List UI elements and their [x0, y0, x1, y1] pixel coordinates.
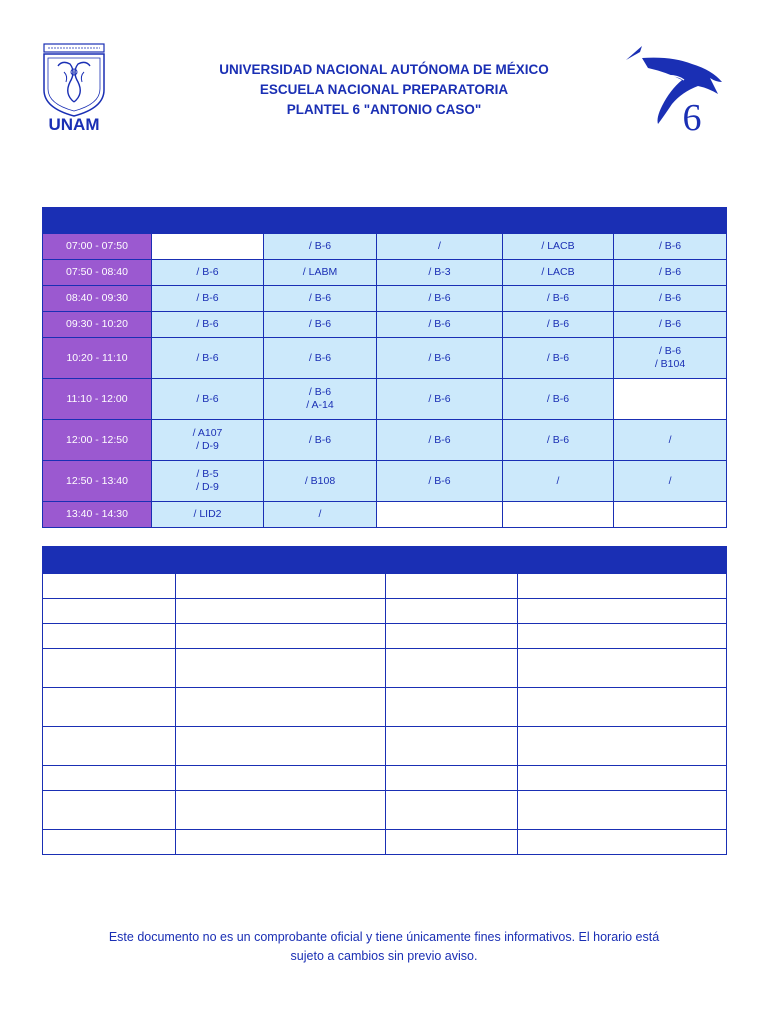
empty-cell — [152, 234, 264, 260]
schedule-table — [42, 207, 727, 528]
unam-shield-icon — [40, 42, 108, 134]
class-cell — [152, 461, 264, 502]
subject-cell — [386, 791, 518, 830]
class-cell — [377, 338, 503, 379]
subject-cell — [176, 727, 386, 766]
classroom-label: / LABM — [302, 266, 338, 278]
subject-row — [43, 727, 727, 766]
header-line-campus: PLANTEL 6 "ANTONIO CASO" — [286, 102, 482, 117]
subject-cell — [386, 599, 518, 624]
time-slot: 09:30 - 10:20 — [43, 312, 152, 338]
class-cell — [152, 379, 264, 420]
subject-cell — [386, 688, 518, 727]
class-cell — [614, 234, 727, 260]
time-slot: 07:00 - 07:50 — [43, 234, 152, 260]
class-cell — [503, 234, 614, 260]
subject-row — [43, 688, 727, 727]
classroom-label: / B-6 — [658, 266, 682, 278]
classroom-label: / B108 — [304, 474, 336, 487]
time-slot: 10:20 - 11:10 — [43, 338, 152, 379]
class-cell — [264, 502, 377, 528]
class-cell — [264, 260, 377, 286]
classroom-label: / B-6 — [546, 392, 570, 405]
class-cell — [503, 260, 614, 286]
classroom-label: / B-5 — [196, 468, 219, 480]
class-cell — [152, 420, 264, 461]
subject-row — [43, 599, 727, 624]
subject-cell — [176, 649, 386, 688]
classroom-label: / B-6 — [428, 392, 451, 405]
class-cell — [264, 286, 377, 312]
class-cell — [614, 286, 727, 312]
classroom-label: / — [438, 240, 441, 252]
classroom-label: / B-3 — [428, 266, 451, 278]
classroom-label: / B-6 — [428, 474, 451, 487]
plantel-6-logo — [622, 42, 726, 136]
subject-cell — [386, 727, 518, 766]
classroom-label: / B-6 — [428, 318, 451, 330]
classroom-label: / B-6 — [308, 318, 332, 330]
subject-cell — [386, 574, 518, 599]
classroom-label: / B-6 — [428, 351, 451, 364]
subject-cell — [43, 599, 176, 624]
subject-cell — [518, 649, 727, 688]
svg-text:UNAM: UNAM — [48, 115, 100, 134]
classroom-label: / B-6 — [196, 266, 219, 278]
subject-row — [43, 791, 727, 830]
time-slot: 11:10 - 12:00 — [43, 379, 152, 420]
empty-cell — [614, 502, 727, 528]
classroom-label: / B-6 — [428, 292, 451, 304]
eagle-six-icon — [622, 42, 726, 136]
subject-cell — [386, 649, 518, 688]
header-line-university: UNIVERSIDAD NACIONAL AUTÓNOMA DE MÉXICO — [219, 62, 549, 77]
class-cell — [377, 260, 503, 286]
classroom-label: / B-6 — [658, 292, 682, 304]
empty-cell — [377, 502, 503, 528]
class-cell — [264, 234, 377, 260]
classroom-label: / — [668, 433, 672, 446]
disclaimer — [60, 928, 708, 966]
subjects-header-bar — [43, 547, 727, 574]
disclaimer-line: Este documento no es un comprobante oficial y tiene únicamente fines informativos. El horario está — [108, 930, 660, 944]
schedule-row — [43, 379, 727, 420]
subject-cell — [43, 791, 176, 830]
class-cell — [377, 461, 503, 502]
class-cell — [503, 338, 614, 379]
subject-cell — [176, 766, 386, 791]
subject-cell — [386, 766, 518, 791]
class-cell — [503, 286, 614, 312]
subject-cell — [386, 830, 518, 855]
schedule-row — [43, 338, 727, 379]
class-cell — [614, 420, 727, 461]
class-cell — [503, 312, 614, 338]
unam-logo — [40, 42, 108, 134]
svg-text:6: 6 — [682, 97, 702, 136]
class-cell — [152, 312, 264, 338]
subject-cell — [43, 688, 176, 727]
schedule-row — [43, 420, 727, 461]
subject-cell — [176, 791, 386, 830]
class-cell — [377, 286, 503, 312]
disclaimer-line: sujeto a cambios sin previo aviso. — [290, 949, 478, 963]
classroom-label: / B-6 — [196, 351, 219, 364]
schedule-body — [43, 234, 727, 528]
class-cell — [614, 312, 727, 338]
class-cell — [503, 461, 614, 502]
time-slot: 07:50 - 08:40 — [43, 260, 152, 286]
classroom-label: / — [318, 508, 322, 520]
class-cell — [377, 379, 503, 420]
classroom-label: / LACB — [541, 240, 575, 252]
classroom-label: / D-9 — [196, 440, 219, 452]
class-cell — [377, 420, 503, 461]
class-cell — [152, 338, 264, 379]
classroom-label: / B-6 — [308, 292, 332, 304]
subject-cell — [176, 574, 386, 599]
class-cell — [503, 379, 614, 420]
subject-row — [43, 830, 727, 855]
schedule-header-bar — [43, 208, 727, 234]
time-slot: 12:50 - 13:40 — [43, 461, 152, 502]
classroom-label: / — [668, 474, 672, 487]
subject-cell — [518, 830, 727, 855]
subject-cell — [518, 624, 727, 649]
class-cell — [152, 502, 264, 528]
schedule-row — [43, 234, 727, 260]
subject-cell — [176, 830, 386, 855]
classroom-label: / B-6 — [546, 351, 570, 364]
subject-cell — [176, 624, 386, 649]
classroom-label: / A107 — [192, 427, 223, 439]
classroom-label: / B-6 — [308, 240, 332, 252]
subject-cell — [43, 766, 176, 791]
subject-cell — [43, 624, 176, 649]
subject-cell — [43, 649, 176, 688]
subject-cell — [386, 624, 518, 649]
subject-row — [43, 766, 727, 791]
classroom-label: / B-6 — [546, 318, 570, 330]
classroom-label: / B-6 — [308, 386, 332, 398]
subject-cell — [43, 727, 176, 766]
subject-row — [43, 649, 727, 688]
subject-cell — [518, 574, 727, 599]
classroom-label: / D-9 — [196, 481, 219, 493]
classroom-label: / B-6 — [308, 433, 332, 446]
subject-cell — [518, 766, 727, 791]
class-cell — [264, 338, 377, 379]
class-cell — [614, 338, 727, 379]
classroom-label: / B-6 — [658, 345, 682, 357]
classroom-label: / B-6 — [658, 318, 682, 330]
class-cell — [152, 286, 264, 312]
subject-cell — [176, 599, 386, 624]
class-cell — [264, 379, 377, 420]
classroom-label: / B-6 — [428, 433, 451, 446]
class-cell — [377, 312, 503, 338]
subject-cell — [43, 574, 176, 599]
time-slot: 13:40 - 14:30 — [43, 502, 152, 528]
subject-row — [43, 624, 727, 649]
classroom-label: / B104 — [654, 358, 686, 370]
time-slot: 08:40 - 09:30 — [43, 286, 152, 312]
subject-cell — [518, 727, 727, 766]
schedule-row — [43, 312, 727, 338]
classroom-label: / B-6 — [196, 292, 219, 304]
subject-cell — [43, 830, 176, 855]
subject-cell — [518, 791, 727, 830]
subject-cell — [176, 688, 386, 727]
time-slot: 12:00 - 12:50 — [43, 420, 152, 461]
class-cell — [264, 312, 377, 338]
class-cell — [377, 234, 503, 260]
empty-cell — [503, 502, 614, 528]
class-cell — [264, 461, 377, 502]
subject-cell — [518, 599, 727, 624]
class-cell — [264, 420, 377, 461]
schedule-row — [43, 286, 727, 312]
classroom-label: / B-6 — [546, 292, 570, 304]
classroom-label: / A-14 — [306, 399, 334, 411]
schedule-row — [43, 461, 727, 502]
subjects-table — [42, 546, 727, 855]
empty-cell — [614, 379, 727, 420]
classroom-label: / LACB — [541, 266, 575, 278]
classroom-label: / — [556, 474, 560, 487]
institution-header — [150, 60, 618, 120]
subject-row — [43, 574, 727, 599]
classroom-label: / B-6 — [546, 433, 570, 446]
subjects-body — [43, 574, 727, 855]
classroom-label: / B-6 — [658, 240, 682, 252]
classroom-label: / B-6 — [196, 318, 219, 330]
schedule-row — [43, 502, 727, 528]
subject-cell — [518, 688, 727, 727]
class-cell — [614, 260, 727, 286]
class-cell — [503, 420, 614, 461]
schedule-row — [43, 260, 727, 286]
classroom-label: / LID2 — [193, 508, 222, 520]
classroom-label: / B-6 — [196, 392, 219, 405]
header-line-school: ESCUELA NACIONAL PREPARATORIA — [259, 82, 509, 97]
class-cell — [614, 461, 727, 502]
class-cell — [152, 260, 264, 286]
classroom-label: / B-6 — [308, 351, 332, 364]
